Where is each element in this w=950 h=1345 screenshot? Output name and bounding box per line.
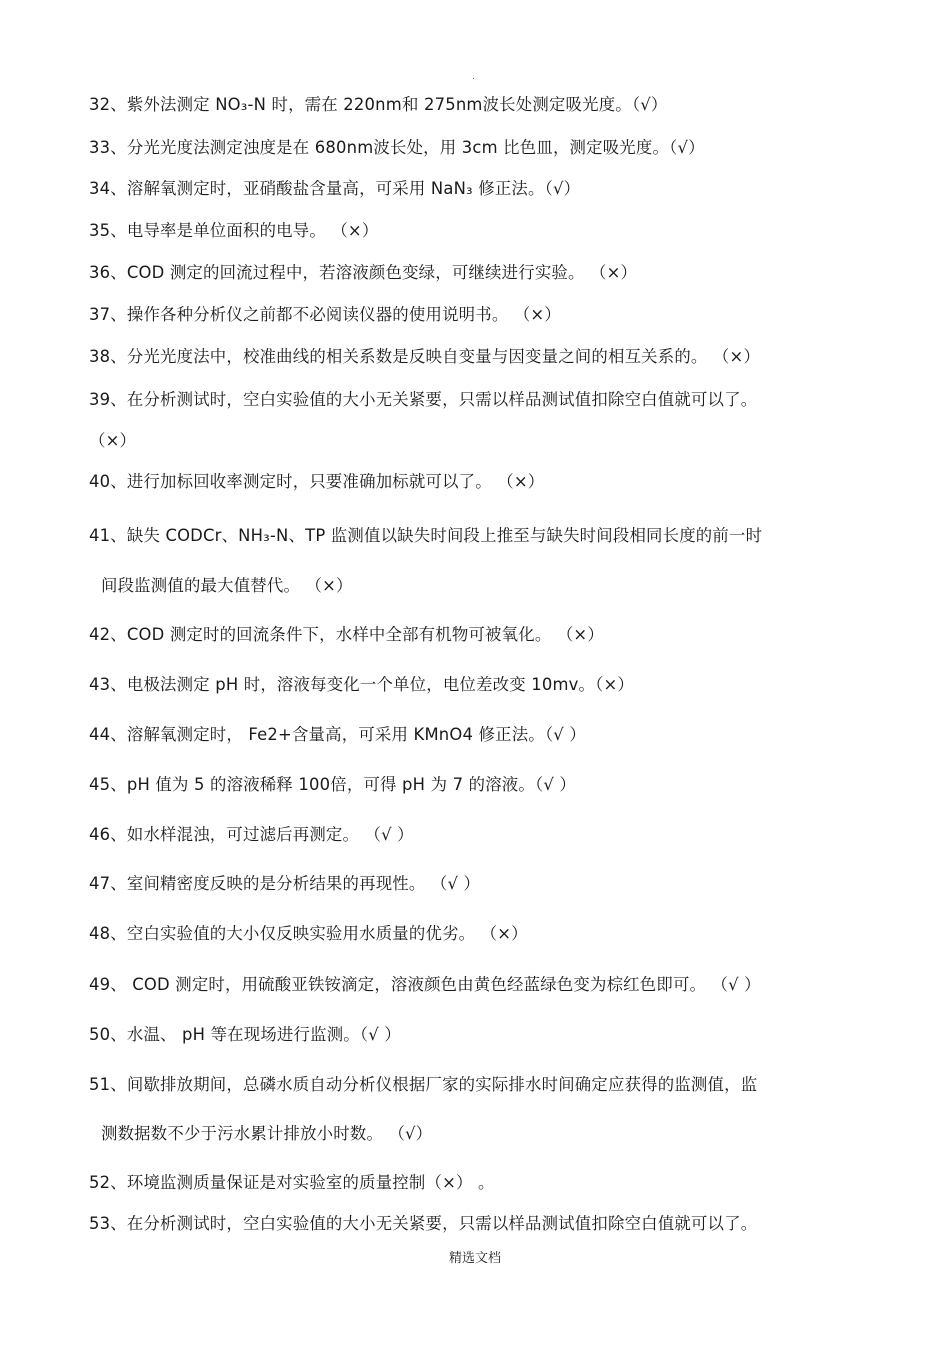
question-51-continued: 测数据数不少于污水累计排放小时数。 （√） bbox=[101, 1124, 433, 1143]
header-mark: . bbox=[472, 72, 475, 82]
question-52: 52、环境监测质量保证是对实验室的质量控制（×） 。 bbox=[89, 1173, 495, 1192]
question-43: 43、电极法测定 pH 时，溶液每变化一个单位，电位差改变 10mv。（×） bbox=[89, 675, 635, 694]
question-45: 45、pH 值为 5 的溶液稀释 100倍，可得 pH 为 7 的溶液。（√ ） bbox=[89, 775, 577, 794]
question-36: 36、COD 测定的回流过程中，若溶液颜色变绿，可继续进行实验。 （×） bbox=[89, 263, 638, 282]
question-42: 42、COD 测定时的回流条件下，水样中全部有机物可被氧化。 （×） bbox=[89, 625, 604, 644]
question-51: 51、间歇排放期间，总磷水质自动分析仪根据厂家的实际排水时间确定应获得的监测值，监 bbox=[89, 1075, 758, 1094]
question-41-continued: 间段监测值的最大值替代。 （×） bbox=[101, 576, 353, 595]
question-49: 49、 COD 测定时，用硫酸亚铁铵滴定，溶液颜色由黄色经蓝绿色变为棕红色即可。 （√ ） bbox=[89, 975, 761, 994]
question-50: 50、水温、 pH 等在现场进行监测。（√ ） bbox=[89, 1025, 401, 1044]
question-44: 44、溶解氧测定时， Fe2+含量高，可采用 KMnO4 修正法。（√ ） bbox=[89, 725, 586, 744]
question-40: 40、进行加标回收率测定时，只要准确加标就可以了。 （×） bbox=[89, 472, 545, 491]
page-footer: 精选文档 bbox=[448, 1251, 501, 1266]
question-38: 38、分光光度法中，校准曲线的相关系数是反映自变量与因变量之间的相互关系的。 （×） bbox=[89, 347, 761, 366]
question-39: 39、在分析测试时，空白实验值的大小无关紧要，只需以样品测试值扣除空白值就可以了。 bbox=[89, 390, 758, 409]
question-33: 33、分光光度法测定浊度是在 680nm波长处，用 3cm 比色皿，测定吸光度。（√） bbox=[89, 138, 705, 157]
question-39-answer: （×） bbox=[89, 431, 137, 450]
question-46: 46、如水样混浊，可过滤后再测定。 （√ ） bbox=[89, 825, 414, 844]
question-53: 53、在分析测试时，空白实验值的大小无关紧要，只需以样品测试值扣除空白值就可以了。 bbox=[89, 1214, 758, 1233]
question-37: 37、操作各种分析仪之前都不必阅读仪器的使用说明书。 （×） bbox=[89, 305, 561, 324]
question-34: 34、溶解氧测定时，亚硝酸盐含量高，可采用 NaN₃ 修正法。（√） bbox=[89, 179, 581, 198]
question-35: 35、电导率是单位面积的电导。 （×） bbox=[89, 221, 379, 240]
question-48: 48、空白实验值的大小仅反映实验用水质量的优劣。 （×） bbox=[89, 924, 528, 943]
question-47: 47、室间精密度反映的是分析结果的再现性。 （√ ） bbox=[89, 874, 481, 893]
question-32: 32、紫外法测定 NO₃-N 时，需在 220nm和 275nm波长处测定吸光度。（√） bbox=[89, 95, 668, 114]
question-41: 41、缺失 CODCr、NH₃-N、TP 监测值以缺失时间段上推至与缺失时间段相同长度的前一时 bbox=[89, 526, 763, 545]
